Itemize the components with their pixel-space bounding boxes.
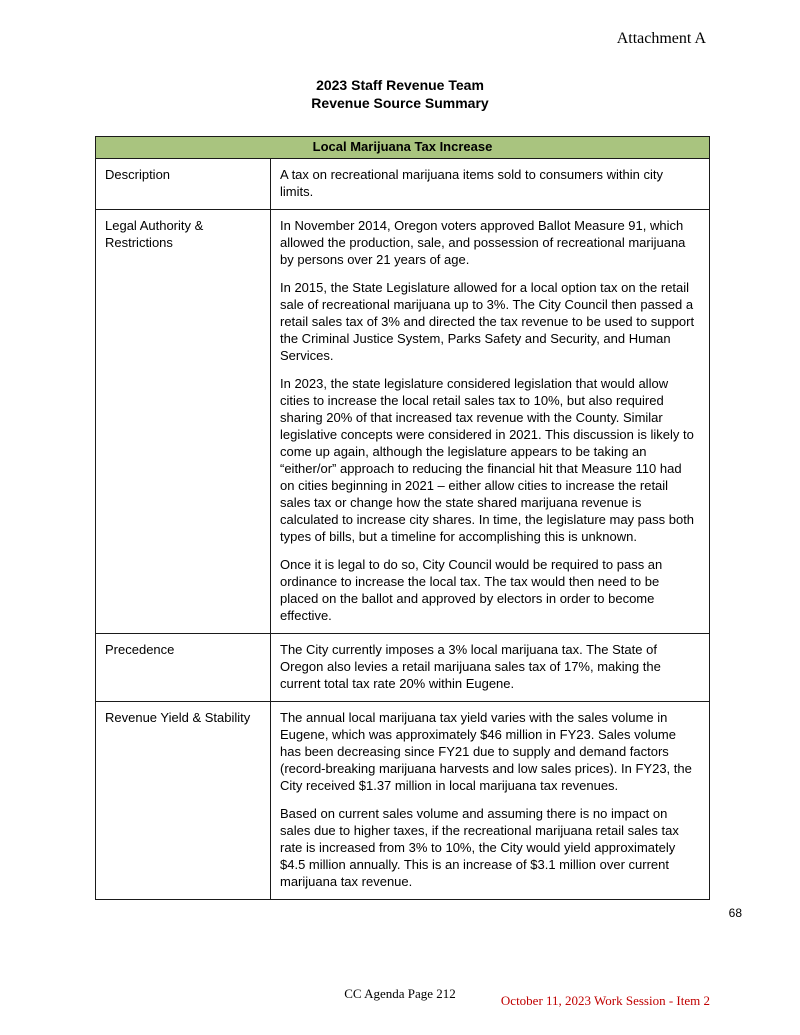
row-content-revenue-yield <box>271 702 709 899</box>
row-label-description: Description <box>96 159 271 209</box>
cell-paragraph: In 2023, the state legislature considered legislation that would allow cities to increase the local retail sales tax to 10%, but also required sharing 20% of that increased tax revenue with the County. Similar legislative concepts were considered in 2021. This discussion is likely to come up again, although the legislature appears to be taking an “either/or” approach to reducing the financial hit that Measure 110 had on cities beginning in 2021 – either allow cities to increase the retail sales tax or change how the state shared marijuana revenue is calculated to increase city shares. In time, the legislature may pass both types of bills, but a timeline for accomplishing this is unknown. <box>280 376 695 544</box>
table-row <box>96 634 709 702</box>
cell-paragraph: In November 2014, Oregon voters approved Ballot Measure 91, which allowed the production, sale, and possession of recreational marijuana by persons over 21 years of age. <box>280 218 686 267</box>
cell-paragraph: Once it is legal to do so, City Council would be required to pass an ordinance to increase the local tax. The tax would then need to be placed on the ballot and approved by electors in order to become effective. <box>280 557 663 623</box>
footer-agenda-label: CC Agenda Page 212 <box>344 986 456 1001</box>
row-label-revenue-yield: Revenue Yield & Stability <box>96 702 271 899</box>
row-content-precedence <box>271 634 709 701</box>
cell-paragraph: The City currently imposes a 3% local marijuana tax. The State of Oregon also levies a retail marijuana sales tax of 17%, making the current total tax rate 20% within Eugene. <box>280 642 661 691</box>
attachment-label: Attachment A <box>616 30 706 47</box>
summary-table <box>95 136 710 900</box>
table-row <box>96 210 709 634</box>
cell-paragraph: The annual local marijuana tax yield varies with the sales volume in Eugene, which was approximately $46 million in FY23. Sales volume has been decreasing since FY21 due to supply and demand factors (record-breaking marijuana harvests and low sales prices). In FY23, the City received $1.37 million in local marijuana tax revenues. <box>280 710 692 793</box>
row-content-description <box>271 159 709 209</box>
table-row <box>96 702 709 899</box>
footer-session-label: October 11, 2023 Work Session - Item 2 <box>500 993 710 1008</box>
row-label-precedence: Precedence <box>96 634 271 701</box>
cell-paragraph: Based on current sales volume and assuming there is no impact on sales due to higher taxes, if the recreational marijuana retail sales tax rate is increased from 3% to 10%, the City would yield approximately $4.5 million annually. This is an increase of $3.1 million over current marijuana tax revenue. <box>280 806 679 889</box>
page-number: 68 <box>728 906 742 920</box>
title-line-2: Revenue Source Summary <box>311 95 489 111</box>
cell-paragraph: In 2015, the State Legislature allowed for a local option tax on the retail sale of recreational marijuana up to 3%. The City Council then passed a retail sales tax of 3% and directed the tax revenue to be used to support the Criminal Justice System, Parks Safety and Security, and Human Services. <box>280 280 695 363</box>
row-content-legal-authority <box>271 210 709 633</box>
title-line-1: 2023 Staff Revenue Team <box>316 77 484 93</box>
cell-paragraph: A tax on recreational marijuana items sold to consumers within city limits. <box>280 167 663 199</box>
table-row <box>96 159 709 210</box>
document-title <box>0 76 800 112</box>
row-label-legal-authority: Legal Authority & Restrictions <box>96 210 271 633</box>
table-header: Local Marijuana Tax Increase <box>96 137 709 159</box>
